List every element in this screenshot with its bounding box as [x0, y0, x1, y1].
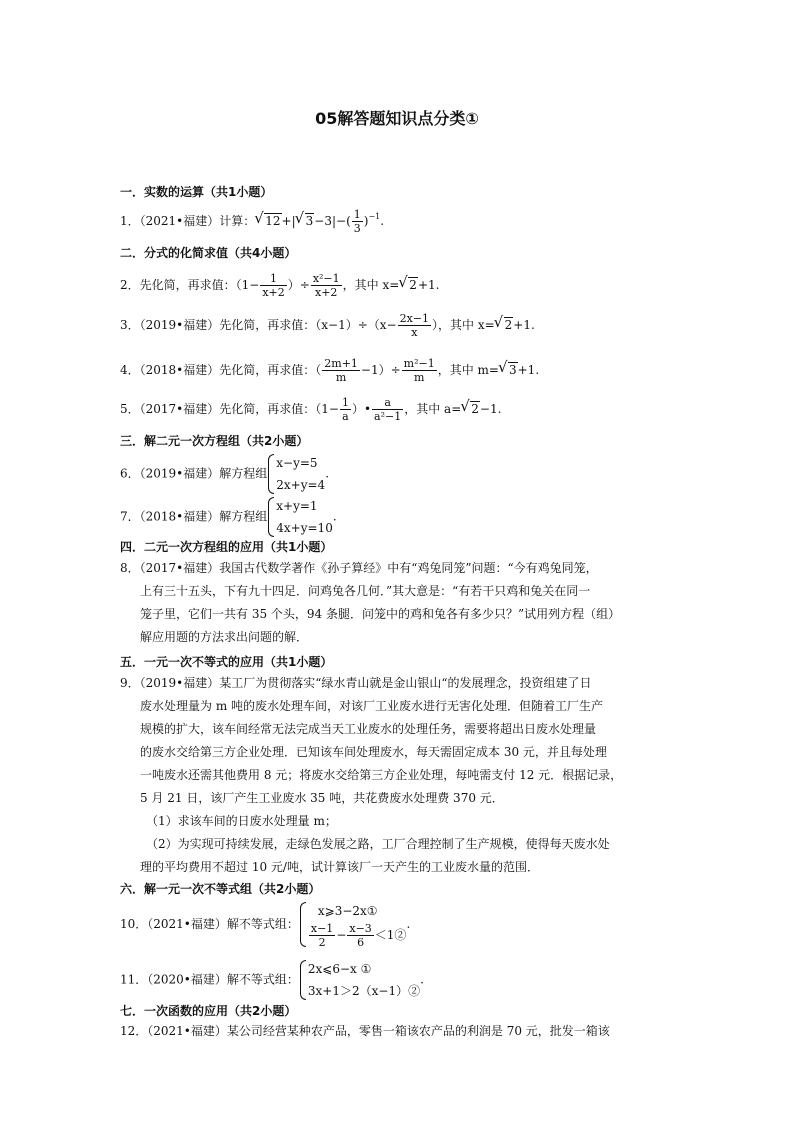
fraction: $\frac{x-3}{6}$	[349, 922, 372, 949]
question-9-line: 废水处理量为 m 吨的废水处理车间，对该厂工业废水进行无害化处理．但随着工厂生产	[140, 699, 604, 713]
section-heading-3: 三．解二元一次方程组（共2小题）	[120, 434, 309, 448]
question-8-line: 解应用题的方法求出问题的解．	[140, 630, 309, 644]
question-8-line: 8．（2017•福建）我国古代数学著作《孙子算经》中有“鸡兔同笼”问题：“今有鸡兔同笼，	[120, 561, 598, 575]
question-12: 12．（2021•福建）某公司经营某种农产品，零售一箱该农产品的利润是 70 元，批发一箱该	[120, 1024, 610, 1038]
fraction: $\frac{2x-1}{x}$	[399, 312, 430, 339]
question-6: 6．（2019•福建）解方程组 x−y=5 2x+y=4 .	[120, 452, 329, 496]
section-heading-7: 七．一次函数的应用（共2小题）	[120, 1004, 297, 1018]
fraction: $\frac{1}{x+2}$	[262, 272, 285, 299]
fraction: $\frac{1}{3}$	[353, 208, 361, 235]
sqrt-symbol: √ 2	[495, 318, 514, 332]
question-9-line: 9．（2019•福建）某工厂为贯彻落实“绿水青山就是金山银山“的发展理念，投资组建了日	[120, 676, 592, 690]
fraction: $\frac{a}{\text{a²−1}}$	[374, 396, 402, 423]
fraction: $\frac{\text{x²−1}}{x+2}$	[312, 272, 340, 299]
sqrt-symbol: √ 12	[255, 214, 281, 228]
page-title: 05解答题知识点分类①	[315, 109, 479, 128]
question-9-part: （1）求该车间的日废水处理量 m；	[146, 814, 337, 828]
fraction: $\frac{\text{m²−1}}{m}$	[403, 357, 435, 384]
section-heading-2: 二．分式的化简求值（共4小题）	[120, 246, 297, 260]
fraction: $\frac{2m+1}{m}$	[324, 357, 358, 384]
question-4: 4．（2018•福建）先化简，再求值：（ $\frac{2m+1}{m}$ −1）÷ $\frac{\text{m²−1}}{m}$ ，其中 m=√ 3+1.	[120, 357, 539, 384]
question-9-part: （2）为实现可持续发展，走绿色发展之路，工厂合理控制了生产规模，使得每天废水处	[146, 837, 610, 851]
sqrt-symbol: √ 2	[399, 278, 418, 292]
question-9-line: 5 月 21 日，该厂产生工业废水 35 吨，共花费废水处理费 370 元．	[140, 791, 504, 805]
inequality-system: x⩾3−2x① $\frac{x-1}{2}$ − $\frac{x-3}{6}$ ＜1②	[299, 900, 407, 949]
question-9-part: 理的平均费用不超过 10 元/吨，试计算该厂一天产生的工业废水量的范围．	[140, 860, 539, 874]
inequality-system: 2x⩽6−x ① 3x+1＞2（x−1）②	[299, 958, 420, 1002]
section-heading-6: 六．解一元一次不等式组（共2小题）	[120, 882, 321, 896]
question-11: 11．（2020•福建）解不等式组： 2x⩽6−x ① 3x+1＞2（x−1）② .	[120, 958, 424, 1002]
question-3: 3．（2019•福建）先化简，再求值：（x−1）÷（x− $\frac{2x-1}{x}$ ），其中 x=√ 2+1.	[120, 312, 535, 339]
question-9-line: 一吨废水还需其他费用 8 元；将废水交给第三方企业处理，每吨需支付 12 元．根据记录，	[140, 768, 623, 782]
section-heading-1: 一．实数的运算（共1小题）	[120, 185, 273, 199]
sqrt-symbol: √ 3	[499, 363, 518, 377]
section-heading-5: 五．一元一次不等式的应用（共1小题）	[120, 655, 333, 669]
question-9-line: 的废水交给第三方企业处理．已知该车间处理废水，每天需固定成本 30 元，并且每处理	[140, 745, 607, 759]
question-9-line: 规模的扩大，该车间经常无法完成当天工业废水的处理任务，需要将超出日废水处理量	[140, 722, 597, 736]
question-10: 10．（2021•福建）解不等式组： x⩾3−2x① $\frac{x-1}{2}$ − $\frac{x-3}{6}$ ＜1② .	[120, 900, 410, 949]
question-8-line: 上有三十五头，下有九十四足．问鸡兔各几何．”其大意是：“有若干只鸡和兔关在同一	[140, 584, 591, 598]
sqrt-symbol: √ 3	[296, 214, 315, 228]
sqrt-symbol: √ 2	[461, 402, 480, 416]
question-5: 5．（2017•福建）先化简，再求值：（1− $\frac{1}{a}$ ）• $\frac{a}{\text{a²−1}}$ ，其中 a=√ 2−1.	[120, 396, 501, 423]
equation-system: x−y=5 2x+y=4	[267, 452, 325, 496]
question-7: 7．（2018•福建）解方程组 x+y=1 4x+y=10 .	[120, 495, 337, 539]
section-heading-4: 四．二元一次方程组的应用（共1小题）	[120, 540, 333, 554]
fraction: $\frac{x-1}{2}$	[310, 922, 334, 949]
question-2: 2．先化简，再求值：（1− $\frac{1}{x+2}$ ）÷ $\frac{\text{x²−1}}{x+2}$ ，其中 x=√ 2+1.	[120, 272, 439, 299]
fraction: $\frac{1}{a}$	[341, 396, 349, 423]
question-8-line: 笼子里，它们一共有 35 个头，94 条腿．问笼中的鸡和兔各有多少只？”试用列方程（组）	[140, 607, 621, 621]
question-1: 1．（2021•福建）计算：√ 12+|√ 3−3|−( $\frac{1}{3}$ )$^{-1}$.	[120, 208, 384, 235]
equation-system: x+y=1 4x+y=10	[267, 495, 333, 539]
